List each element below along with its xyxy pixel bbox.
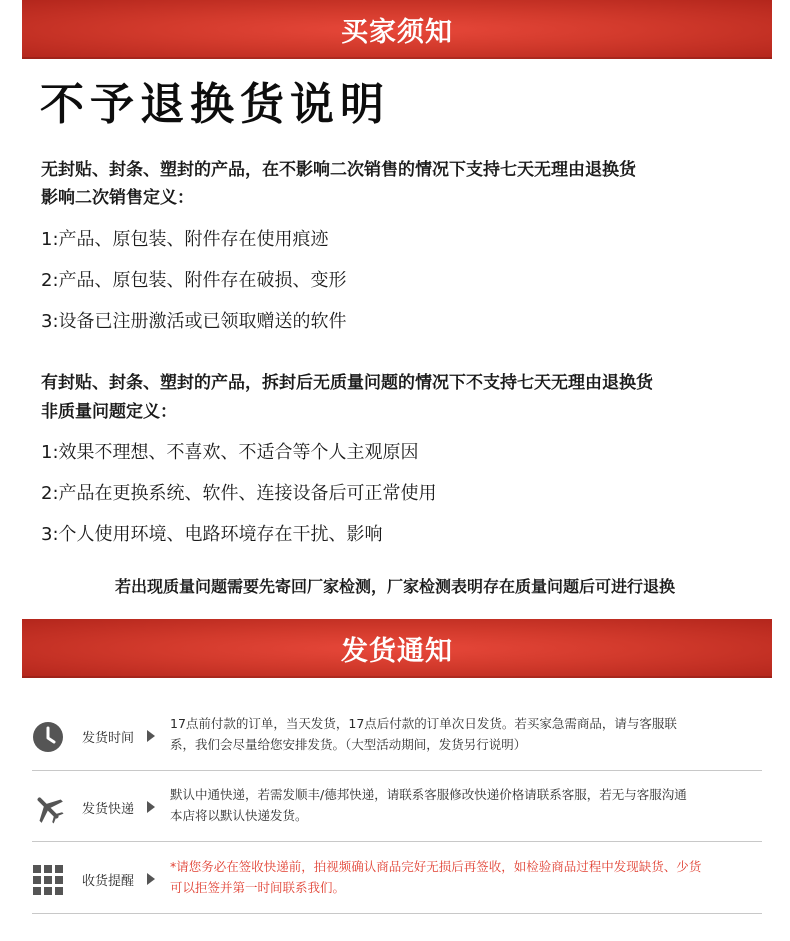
row-divider	[32, 841, 762, 842]
page-title: 不予退换货说明	[40, 79, 390, 130]
shipping-time-text	[170, 713, 755, 755]
shipping-courier-line: 默认中通快递，若需发顺丰/德邦快递，请联系客服修改快递价格请联系客服，若无与客服沟通	[170, 787, 687, 802]
quality-issue-note: 若出现质量问题需要先寄回厂家检测，厂家检测表明存在质量问题后可进行退换	[114, 577, 675, 596]
shipping-notice-header: 发货通知	[341, 636, 453, 667]
receiving-reminder-row	[22, 848, 762, 914]
shipping-courier-label: 发货快递	[82, 802, 135, 817]
buyer-notice-banner	[22, 0, 772, 59]
shipping-time-line: 17点前付款的订单，当天发货，17点后付款的订单次日发货。若买家急需商品，请与客服联	[170, 716, 677, 731]
section1-item: 1:产品、原包装、附件存在使用痕迹	[41, 229, 329, 250]
shipping-time-line: 系，我们会尽量给您安排发货。（大型活动期间，发货另行说明）	[170, 737, 527, 752]
grid-icon	[32, 864, 64, 896]
row-divider	[32, 913, 762, 914]
shipping-courier-text	[170, 784, 755, 826]
shipping-time-label: 发货时间	[82, 731, 135, 746]
receiving-reminder-text	[170, 856, 755, 898]
arrow-right-icon	[147, 801, 155, 813]
section1-definition-heading: 影响二次销售定义：	[41, 188, 194, 208]
shipping-courier-line: 本店将以默认快递发货。	[170, 808, 308, 823]
section2-heading: 有封贴、封条、塑封的产品，拆封后无质量问题的情况下不支持七天无理由退换货	[41, 373, 653, 393]
buyer-notice-header: 买家须知	[341, 17, 453, 48]
section1-item: 2:产品、原包装、附件存在破损、变形	[41, 270, 347, 291]
shipping-time-row	[22, 705, 762, 771]
section2-item: 3:个人使用环境、电路环境存在干扰、影响	[41, 524, 383, 545]
receiving-reminder-line: 可以拒签并第一时间联系我们。	[170, 880, 346, 895]
arrow-right-icon	[147, 730, 155, 742]
section2-item: 1:效果不理想、不喜欢、不适合等个人主观原因	[41, 442, 419, 463]
shipping-courier-row	[22, 776, 762, 842]
section1-item: 3:设备已注册激活或已领取赠送的软件	[41, 311, 347, 332]
receiving-reminder-line: *请您务必在签收快递前，拍视频确认商品完好无损后再签收，如检验商品过程中发现缺货、少货	[170, 859, 702, 874]
arrow-right-icon	[147, 873, 155, 885]
section2-item: 2:产品在更换系统、软件、连接设备后可正常使用	[41, 483, 437, 504]
shipping-notice-banner	[22, 619, 772, 678]
row-divider	[32, 770, 762, 771]
airplane-icon	[32, 792, 64, 824]
section1-heading: 无封贴、封条、塑封的产品，在不影响二次销售的情况下支持七天无理由退换货	[41, 160, 636, 180]
clock-icon	[32, 721, 64, 753]
section2-definition-heading: 非质量问题定义：	[41, 402, 177, 422]
receiving-reminder-label: 收货提醒	[82, 874, 135, 889]
